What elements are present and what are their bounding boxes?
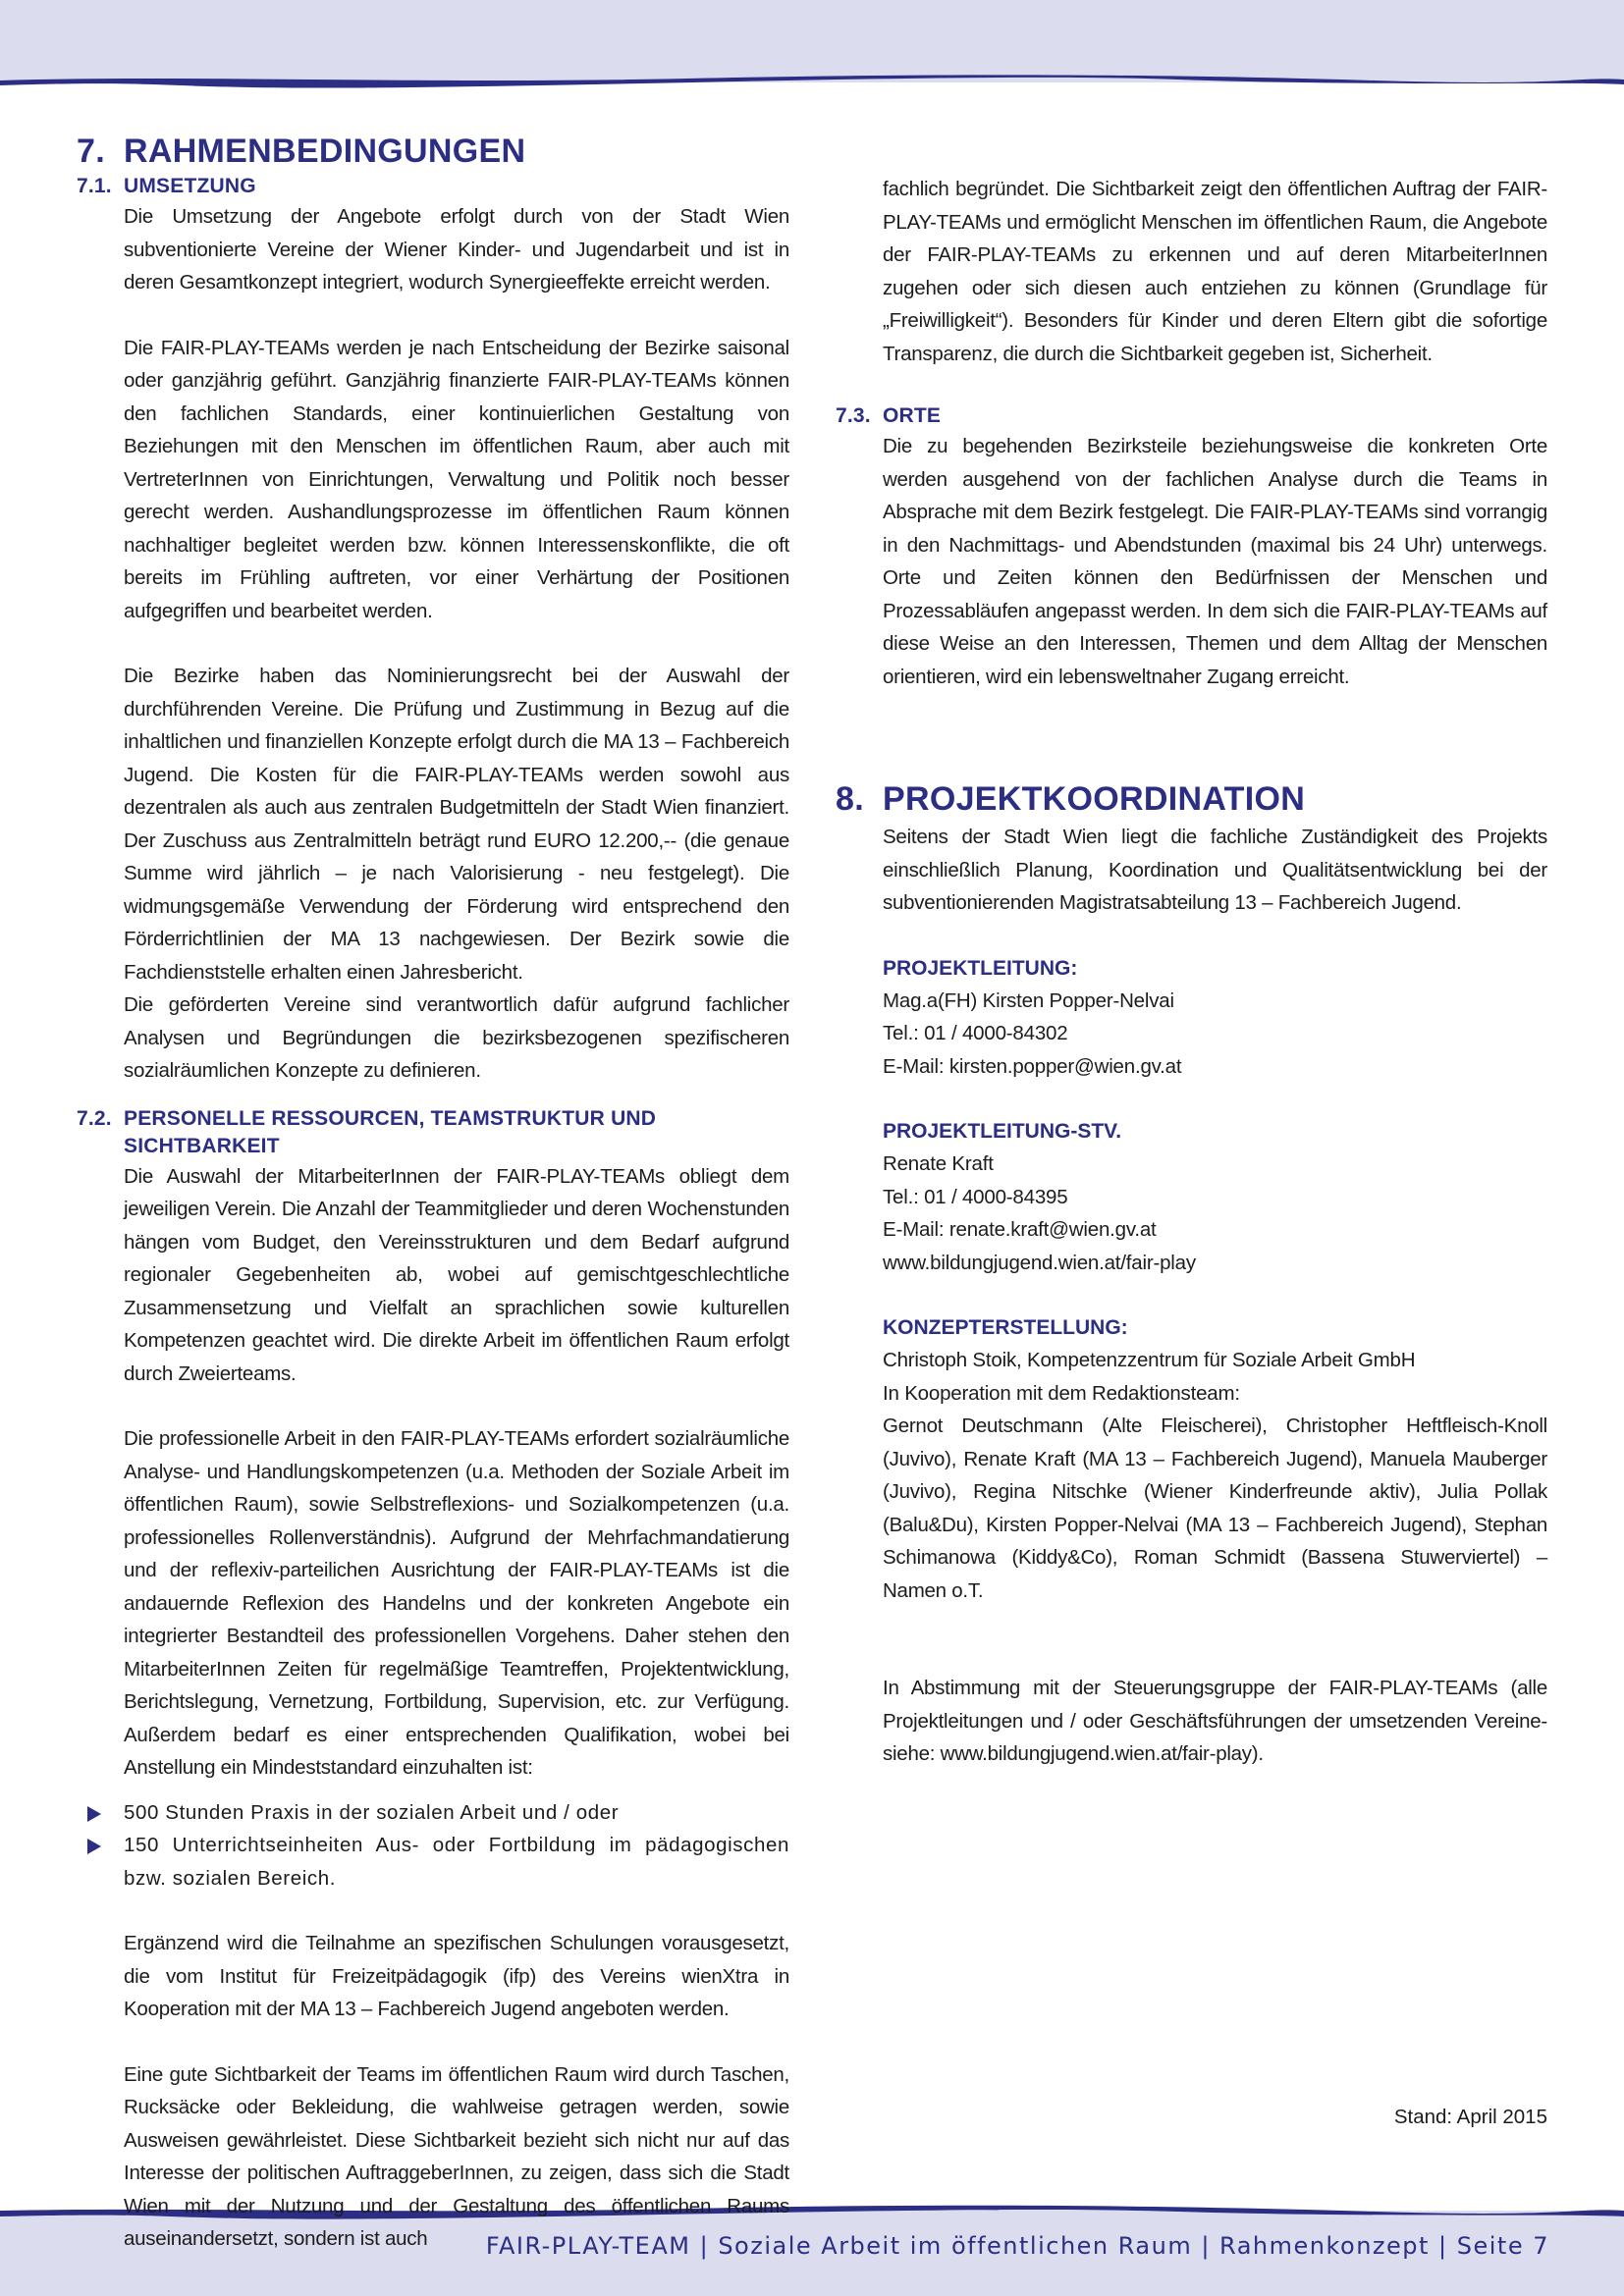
section-7-2-heading — [77, 1105, 789, 1160]
header-wave-line — [0, 71, 1624, 90]
qualification-list — [77, 1796, 789, 1896]
section-8-heading — [836, 777, 1547, 821]
concept-author: Christoph Stoik, Kompetenzzentrum für Soziale Arbeit GmbH — [883, 1349, 1416, 1371]
project-lead-phone: Tel.: 01 / 4000-84302 — [883, 1022, 1068, 1044]
section-8-number: 8. — [836, 780, 864, 818]
paragraph: Seitens der Stadt Wien liegt die fachliche Zuständigkeit des Projekts einschließlich Planung, Koordination und Qualitätsentwicklung bei der subventionierenden Magistratsabteilung 13 – Fachbereich Jugend. — [883, 826, 1547, 914]
footer-text: FAIR-PLAY-TEAM | Soziale Arbeit im öffentlichen Raum | Rahmenkonzept | Seite 7 — [485, 2232, 1549, 2260]
section-7-2-number: 7.2. — [77, 1106, 112, 1130]
left-column — [77, 130, 789, 2256]
paragraph: Ergänzend wird die Teilnahme an spezifischen Schulungen vorausgesetzt, die vom Institut für Freizeitpädagogik (ifp) des Vereins wienXtra in Kooperation mit der MA 13 – Fachbereich Jugend angeboten werden. — [124, 1932, 789, 2020]
bullet-triangle-icon — [87, 1806, 101, 1822]
paragraph: fachlich begründet. Die Sichtbarkeit zeigt den öffentlichen Auftrag der FAIR-PLAY-TEAMs und ermöglicht Menschen im öffentlichen Raum, die Angebote der FAIR-PLAY-TEAMs zu erkennen und auf deren MitarbeiterInnen zugehen oder sich diesen auch entziehen zu können (Grundlage für „Freiwilligkeit“). Besonders für Kinder und deren Eltern gibt die sofortige Transparenz, die durch die Sichtbarkeit gegeben ist, Sicherheit. — [883, 178, 1547, 365]
paragraph: Die Auswahl der MitarbeiterInnen der FAIR-PLAY-TEAMs obliegt dem jeweiligen Verein. Die Anzahl der Teammitglieder und deren Wochenstunden hängen vom Budget, den Vereinsstrukturen und dem Bedarf aufgrund regionaler Gegebenheiten ab, wobei auf gemischtgeschlechtliche Zusammensetzung und Vielfalt an sprachlichen sowie kulturellen Kompetenzen geachtet wird. Die direkte Arbeit im öffentlichen Raum erfolgt durch Zweierteams. — [124, 1164, 789, 1385]
paragraph: Die Bezirke haben das Nominierungsrecht bei der Auswahl der durchführenden Vereine. Die Prüfung und Zustimmung in Bezug auf die inhaltlichen und finanziellen Konzepte erfolgt durch die MA 13 – Fachbereich Jugend. Die Kosten für die FAIR-PLAY-TEAMs werden sowohl aus dezentralen als auch aus zentralen Budgetmitteln der Stadt Wien finanziert. Der Zuschuss aus Zentralmitteln beträgt rund EURO 12.200,-- (die genaue Summe wird jährlich – je nach Valorisierung - neu festgelegt). Die widmungsgemäße Verwendung der Förderung wird entsprechend den Förderrichtlinien der MA 13 nachgewiesen. Der Bezirk sowie die Fachdienststelle erhalten einen Jahresbericht. — [124, 665, 789, 984]
paragraph: Die professionelle Arbeit in den FAIR-PLAY-TEAMs erfordert sozialräumliche Analyse- und Handlungskompetenzen (u.a. Methoden der Soziale Arbeit im öffentlichen Raum), sowie Selbstreflexions- und Sozialkompetenzen (u.a. professionelles Rollenverständnis). Aufgrund der Mehrfachmandatierung und der reflexiv-parteilichen Ausrichtung der FAIR-PLAY-TEAMs ist die andauernde Reflexion des Handelns und der konkreten Angebote ein integrierter Bestandteil des professionellen Vorgehens. Daher stehen den MitarbeiterInnen Zeiten für regelmäßige Teamtreffen, Projektentwicklung, Berichtslegung, Vernetzung, Fortbildung, Supervision, etc. zur Verfügung. Außerdem bedarf es einer entsprechenden Qualifikation, wobei bei Anstellung ein Mindeststandard einzuhalten ist: — [124, 1427, 789, 1779]
section-7-3-title: ORTE — [883, 404, 942, 427]
editorial-team: Gernot Deutschmann (Alte Fleischerei), Christopher Heftfleisch-Knoll (Juvivo), Renate Kraft (MA 13 – Fachbereich Jugend), Manuela Mauberger (Juvivo), Regina Nitschke (Wiener Kinderfreunde aktiv), Julia Pollak (Balu&Du), Kirsten Popper-Nelvai (MA 13 – Fachbereich Jugend), Stephan Schimanowa (Kiddy&Co), Roman Schmidt (Bassena Stuwerviertel) – Namen o.T. — [883, 1415, 1547, 1602]
right-column — [836, 173, 1547, 1771]
section-7-1-title: UMSETZUNG — [124, 175, 256, 197]
section-7-1-heading — [77, 173, 789, 200]
project-lead-name: Mag.a(FH) Kirsten Popper-Nelvai — [883, 988, 1174, 1012]
section-7-heading — [77, 130, 789, 173]
deputy-lead-website: www.bildungjugend.wien.at/fair-play — [883, 1251, 1196, 1274]
paragraph: Die FAIR-PLAY-TEAMs werden je nach Entscheidung der Bezirke saisonal oder ganzjährig geführt. Ganzjährig finanzierte FAIR-PLAY-TEAMs können den fachlichen Standards, einer kontinuierlichen Gestaltung von Beziehungen mit den Menschen im öffentlichen Raum, aber auch mit VertreterInnen von Einrichtungen, Verwaltung und Politik noch besser gerecht werden. Aushandlungsprozesse im öffentlichen Raum können nachhaltiger begleitet werden bzw. können Interessenskonflikte, die oft bereits im Frühling auftreten, vor einer Verhärtung der Positionen aufgegriffen und bearbeitet werden. — [124, 336, 789, 622]
deputy-lead-email: E-Mail: renate.kraft@wien.gv.at — [883, 1218, 1157, 1241]
section-7-3-heading — [836, 402, 1547, 430]
list-item: 500 Stunden Praxis in der sozialen Arbeit und / oder — [77, 1796, 789, 1830]
section-7-2-title: PERSONELLE RESSOURCEN, TEAMSTRUKTUR UND SICHTBARKEIT — [124, 1106, 657, 1157]
paragraph: Die Umsetzung der Angebote erfolgt durch von der Stadt Wien subventionierte Vereine der Wiener Kinder- und Jugendarbeit und ist in deren Gesamtkonzept integriert, wodurch Synergieeffekte erreicht werden. — [124, 205, 789, 294]
project-lead-title: PROJEKTLEITUNG: — [883, 956, 1078, 980]
deputy-lead-name: Renate Kraft — [883, 1152, 994, 1175]
section-8-title: PROJEKTKOORDINATION — [883, 780, 1306, 818]
bullet-triangle-icon — [87, 1839, 101, 1854]
deputy-lead-title: PROJEKTLEITUNG-STV. — [883, 1120, 1122, 1143]
project-lead-email: E-Mail: kirsten.popper@wien.gv.at — [883, 1054, 1182, 1078]
concept-title: KONZEPTERSTELLUNG: — [883, 1316, 1128, 1339]
closing-paragraph: In Abstimmung mit der Steuerungsgruppe der FAIR-PLAY-TEAMs (alle Projektleitungen und / oder Geschäftsführungen der umsetzenden Vereine-siehe: www.bildungjugend.wien.at/fair-play). — [883, 1677, 1547, 1765]
paragraph: Eine gute Sichtbarkeit der Teams im öffentlichen Raum wird durch Taschen, Rucksäcke oder Bekleidung, die wahlweise getragen werden, sowie Ausweisen gewährleistet. Diese Sichtbarkeit bezieht sich nicht nur auf das Interesse der politischen AuftraggeberInnen, zu zeigen, dass sich die Stadt Wien mit der Nutzung und der Gestaltung des öffentlichen Raums auseinandersetzt, sondern ist auch — [124, 2062, 789, 2250]
deputy-lead-phone: Tel.: 01 / 4000-84395 — [883, 1185, 1068, 1208]
concept-cooperation: In Kooperation mit dem Redaktionsteam: — [883, 1381, 1240, 1405]
stand-date: Stand: April 2015 — [1393, 2106, 1547, 2128]
section-7-title: RAHMENBEDINGUNGEN — [124, 133, 526, 170]
section-7-number: 7. — [77, 133, 105, 170]
section-7-3-number: 7.3. — [836, 404, 871, 427]
paragraph: Die zu begehenden Bezirksteile beziehungsweise die konkreten Orte werden ausgehend von der fachlichen Analyse durch die Teams in Absprache mit dem Bezirk festgelegt. Die FAIR-PLAY-TEAMs sind vorrangig in den Nachmittags- und Abendstunden (maximal bis 24 Uhr) unterwegs. Orte und Zeiten können den Bedürfnissen der Menschen und Prozessabläufen angepasst werden. In dem sich die FAIR-PLAY-TEAMs auf diese Weise an den Interessen, Themen und dem Alltag der Menschen orientieren, wird ein lebensweltnaher Zugang erreicht. — [883, 435, 1547, 688]
section-7-1-number: 7.1. — [77, 175, 112, 197]
paragraph: Die geförderten Vereine sind verantwortlich dafür aufgrund fachlicher Analysen und Begründungen die bezirksbezogenen spezifischeren sozialräumlichen Konzepte zu definieren. — [124, 993, 789, 1082]
list-item: 150 Unterrichtseinheiten Aus- oder Fortbildung im pädagogischen bzw. sozialen Bereich. — [77, 1829, 789, 1895]
